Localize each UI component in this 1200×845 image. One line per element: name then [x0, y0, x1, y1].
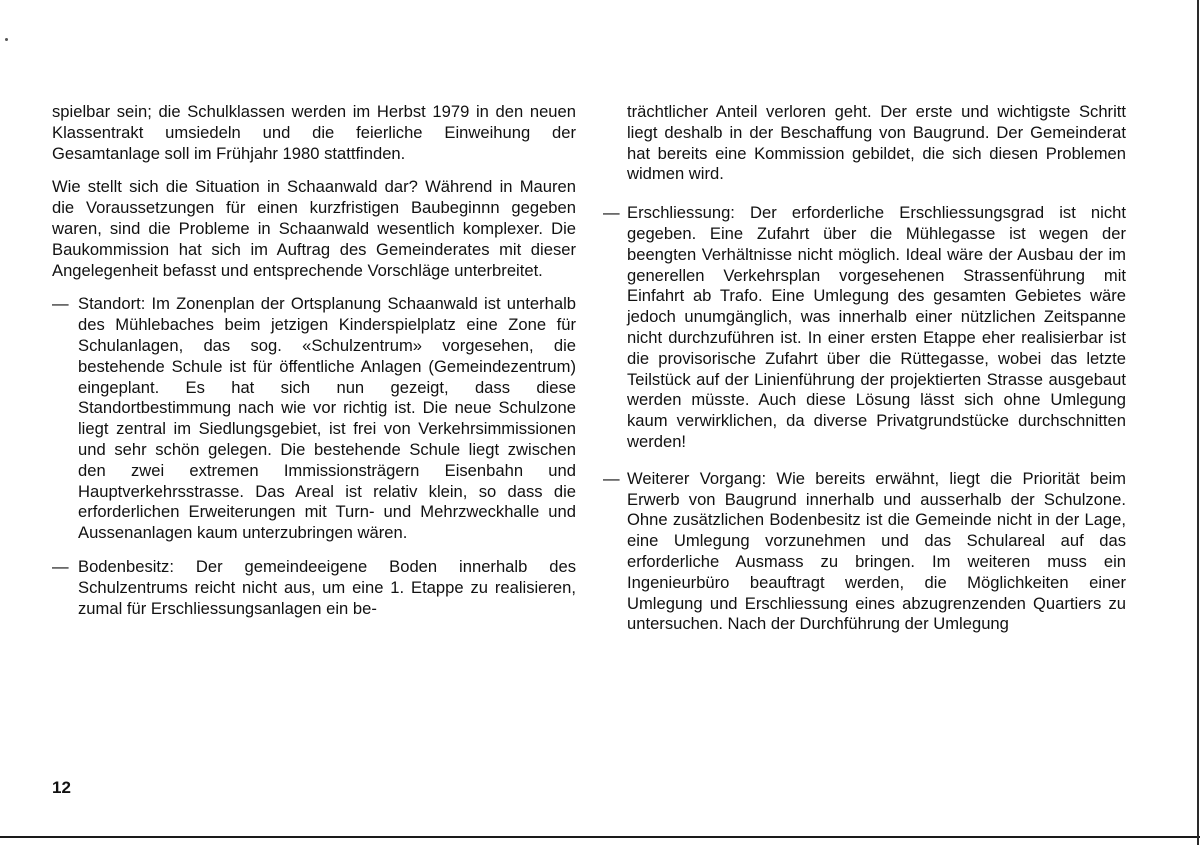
list-item-text: Erschliessung: Der erforderliche Erschliessungsgrad ist nicht gegeben. Eine Zufahrt über die Mühlegasse ist wegen der beengten Verhältnisse nicht möglich. Ideal wäre der Ausbau der im generellen Verkehrsplan vorgesehenen Strassenführung mit Einfahrt ab Trafo. Eine Umlegung des gesamten Gebietes wäre jedoch unumgänglich, was innerhalb einer nützlichen Zeitspanne nicht durchzuführen ist. In einer ersten Etappe eher realisierbar ist die provisorische Zufahrt über die Rüttegasse, wobei das letzte Teilstück auf der Linienführung der projektierten Strasse ausgebaut werden müsste. Auch diese Lösung lässt sich ohne Umlegung kaum verwirklichen, da diverse Privatgrundstücke durchschnitten werden! [627, 203, 1126, 451]
em-dash: — [603, 203, 620, 223]
em-dash: — [603, 468, 620, 488]
right-column [603, 102, 1126, 651]
bottom-border-line [0, 836, 1200, 838]
list-item-text: Weiterer Vorgang: Wie bereits erwähnt, liegt die Priorität beim Erwerb von Baugrund innerhalb und ausserhalb der Schulzone. Ohne zusätzlichen Bodenbesitz ist die Gemeinde nicht in der Lage, eine Umlegung vorzunehmen und das Schulareal auf das erforderliche Ausmass zu bringen. Im weiteren muss ein Ingenieurbüro beauftragt werden, die Möglichkeiten einer Umlegung und Erschliessung eines abzugrenzenden Quartiers zu untersuchen. Nach der Durchführung der Umlegung [627, 468, 1126, 634]
list-item-bodenbesitz [52, 557, 576, 619]
em-dash: — [52, 556, 69, 576]
left-paragraph-1: spielbar sein; die Schulklassen werden im Herbst 1979 in den neuen Klassentrakt umsiedeln und die feierliche Einweihung der Gesamtanlage soll im Frühjahr 1980 stattfinden. [52, 102, 576, 163]
right-continuation-paragraph: trächtlicher Anteil verloren geht. Der erste und wichtigste Schritt liegt deshalb in der Beschaffung von Baugrund. Der Gemeinderat hat bereits eine Kommission gebildet, die sich diesen Problemen widmen wird. [627, 102, 1126, 184]
list-item-text: Bodenbesitz: Der gemeindeeigene Boden innerhalb des Schulzentrums reicht nicht aus, um eine 1. Etappe zu realisieren, zumal für Erschliessungsanlagen ein be- [78, 556, 576, 618]
list-item-erschliessung [603, 203, 1126, 453]
left-paragraph-2: Wie stellt sich die Situation in Schaanwald dar? Während in Mauren die Voraussetzungen für einen kurzfristigen Baubeginnn gegeben waren, sind die Probleme in Schaanwald wesentlich komplexer. Die Baukommission hat sich im Auftrag des Gemeinderates mit dieser Angelegenheit befasst und entsprechende Vorschläge unterbreitet. [52, 177, 576, 280]
list-item-standort [52, 294, 576, 544]
page-number: 12 [52, 778, 71, 797]
list-item-text: Standort: Im Zonenplan der Ortsplanung Schaanwald ist unterhalb des Mühlebaches beim jetzigen Kinderspielplatz eine Zone für Schulanlagen, das sog. «Schulzentrum» vorgesehen, die bestehende Schule ist für öffentliche Anlagen (Gemeindezentrum) eingeplant. Es hat sich nun gezeigt, dass diese Standortbestimmung nach wie vor richtig ist. Die neue Schulzone liegt zentral im Siedlungsgebiet, ist frei von Verkehrsimmissionen und sehr schön gelegen. Die bestehende Schule liegt zwischen den zwei extremen Immissionsträgern Eisenbahn und Hauptverkehrsstrasse. Das Areal ist relativ klein, so dass die erforderlichen Erweiterungen mit Turn- und Mehrzweckhalle und Aussenanlagen kaum unterzubringen wären. [78, 294, 576, 543]
right-border-line [1197, 0, 1199, 845]
scan-speck [5, 38, 8, 41]
list-item-weiterer-vorgang [603, 469, 1126, 635]
em-dash: — [52, 294, 69, 314]
left-column [52, 102, 576, 632]
